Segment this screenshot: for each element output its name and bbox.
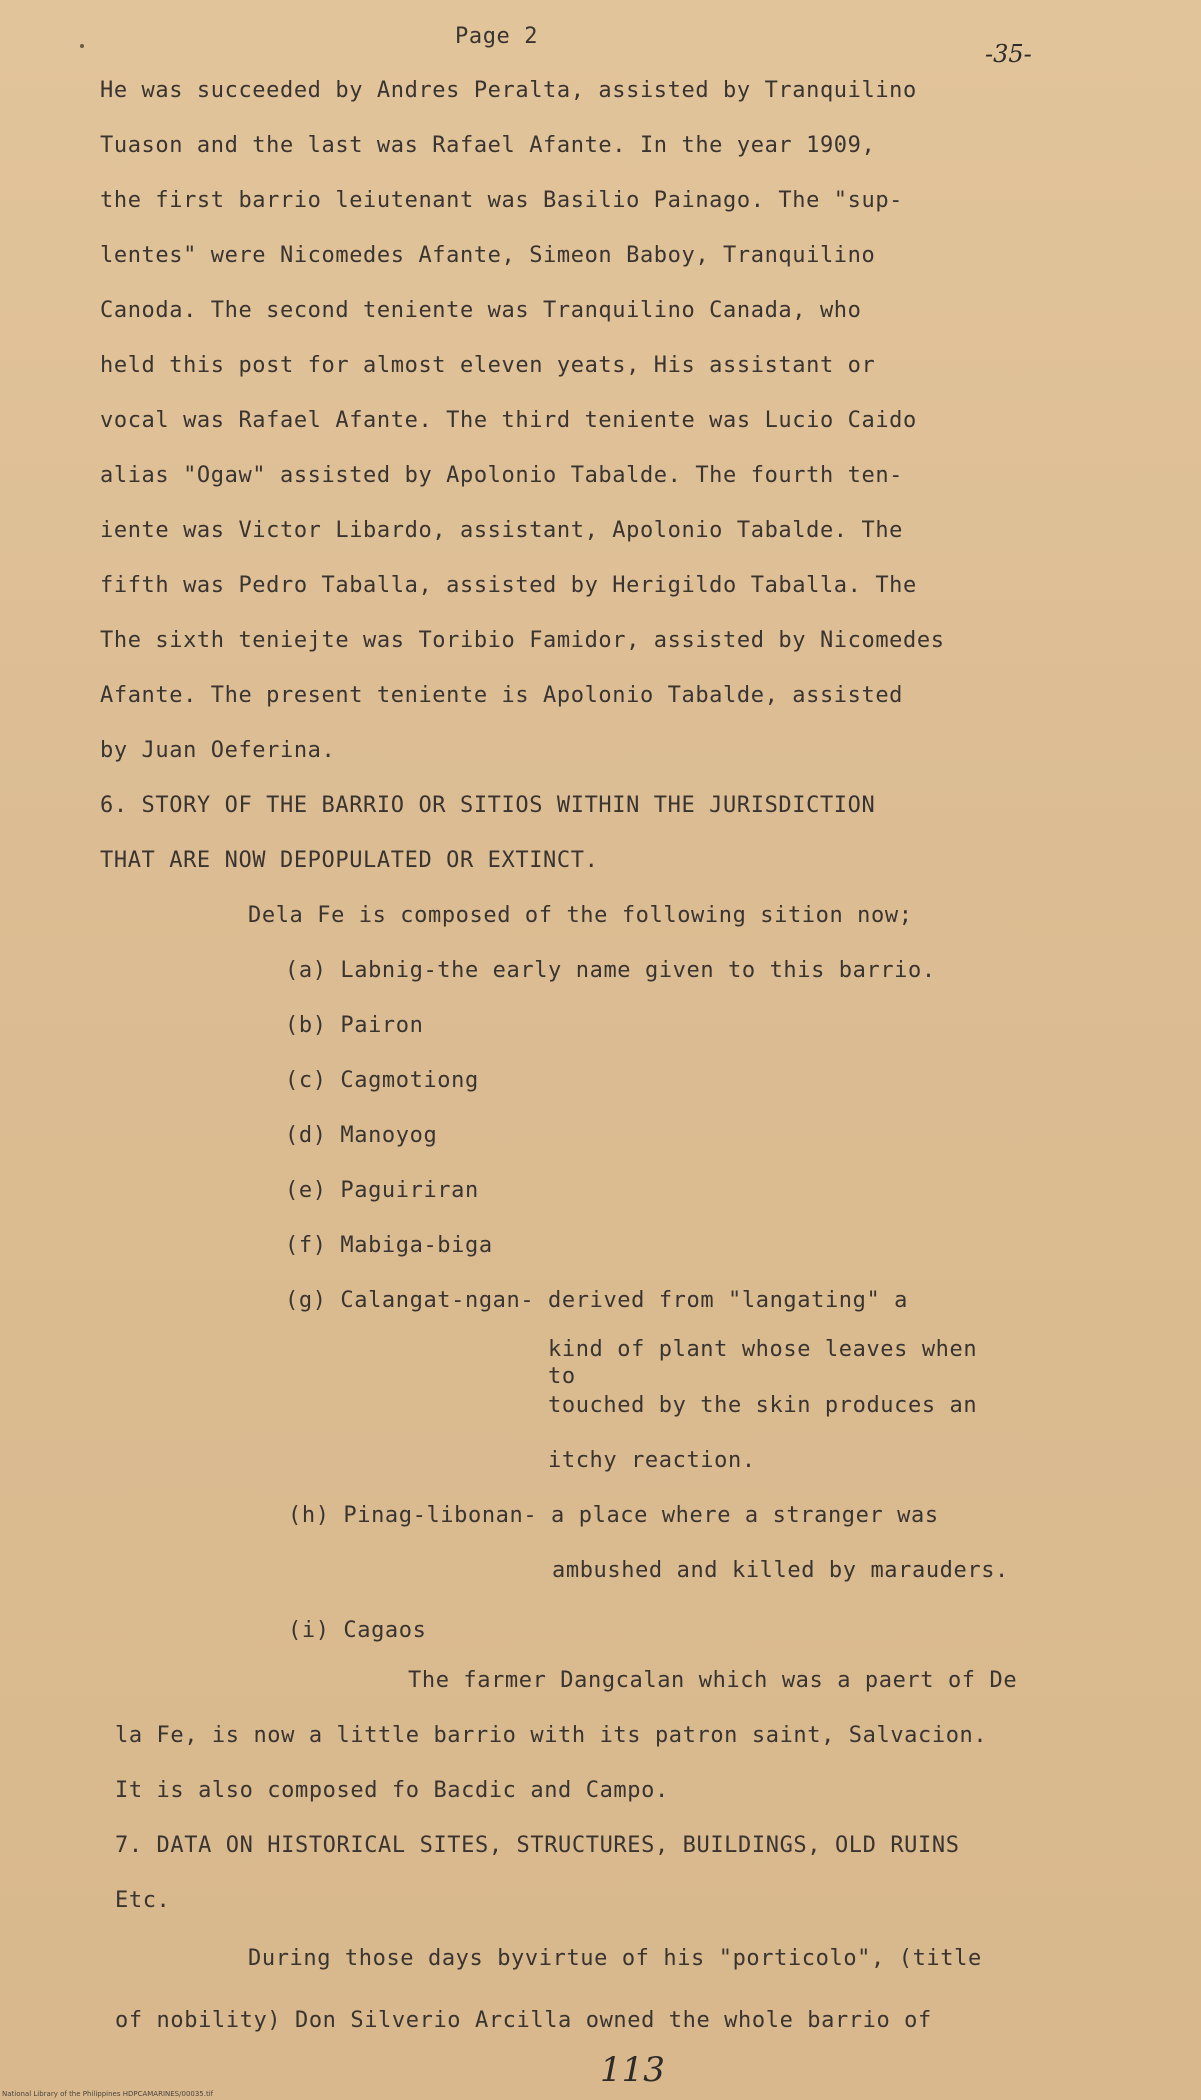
section-6-heading-cont: THAT ARE NOW DEPOPULATED OR EXTINCT. [100,848,599,873]
body-line-10: fifth was Pedro Taballa, assisted by Herigildo Taballa. The [100,573,917,598]
sitio-item-g-cont-2: to [548,1364,576,1389]
section-7-heading-cont: Etc. [115,1888,171,1913]
section-7-heading: 7. DATA ON HISTORICAL SITES, STRUCTURES, BUILDINGS, OLD RUINS [115,1833,960,1858]
body-line-12: Afante. The present teniente is Apolonio Tabalde, assisted [100,683,904,708]
sitio-item-f: (f) Mabiga-biga [285,1233,493,1258]
sitio-item-c: (c) Cagmotiong [285,1068,479,1093]
body-line-2: Tuason and the last was Rafael Afante. In the year 1909, [100,133,876,158]
sitio-item-d: (d) Manoyog [285,1123,438,1148]
dangcalan-para-line-1: The farmer Dangcalan which was a paert of De [408,1668,1018,1693]
archive-footer: National Library of the Philippines HDPCAMARINES/00035.tif [2,2090,214,2098]
sitio-item-g-cont-3: touched by the skin produces an [548,1393,978,1418]
handwritten-folio-number: 113 [600,2050,665,2090]
body-line-5: Canoda. The second teniente was Tranquilino Canada, who [100,298,862,323]
sitio-item-b: (b) Pairon [285,1013,424,1038]
sitio-item-i: (i) Cagaos [288,1618,427,1643]
sitio-item-h-cont: ambushed and killed by marauders. [552,1558,1009,1583]
section-7-para-line-2: of nobility) Don Silverio Arcilla owned the whole barrio of [115,2008,932,2033]
section-7-para-line-1: During those days byvirtue of his "porticolo", (title [248,1946,982,1971]
body-line-13: by Juan Oeferina. [100,738,336,763]
sitio-item-g: (g) Calangat-ngan- derived from "langating" a [285,1288,909,1313]
body-line-7: vocal was Rafael Afante. The third teniente was Lucio Caido [100,408,917,433]
body-line-4: lentes" were Nicomedes Afante, Simeon Baboy, Tranquilino [100,243,876,268]
body-line-3: the first barrio leiutenant was Basilio Painago. The "sup- [100,188,904,213]
sitio-item-a: (a) Labnig-the early name given to this barrio. [285,958,936,983]
body-line-1: He was succeeded by Andres Peralta, assisted by Tranquilino [100,78,917,103]
body-line-9: iente was Victor Libardo, assistant, Apolonio Tabalde. The [100,518,904,543]
sitio-item-g-cont-1: kind of plant whose leaves when [548,1337,978,1362]
sitio-item-h: (h) Pinag-libonan- a place where a stranger was [288,1503,939,1528]
sitio-item-g-cont-4: itchy reaction. [548,1448,756,1473]
dangcalan-para-line-3: It is also composed fo Bacdic and Campo. [115,1778,669,1803]
body-line-6: held this post for almost eleven yeats, His assistant or [100,353,876,378]
stain-mark [80,44,84,48]
body-line-11: The sixth teniejte was Toribio Famidor, assisted by Nicomedes [100,628,945,653]
section-6-intro: Dela Fe is composed of the following sition now; [248,903,913,928]
sitio-item-e: (e) Paguiriran [285,1178,479,1203]
dangcalan-para-line-2: la Fe, is now a little barrio with its patron saint, Salvacion. [115,1723,988,1748]
section-6-heading: 6. STORY OF THE BARRIO OR SITIOS WITHIN THE JURISDICTION [100,793,876,818]
body-line-8: alias "Ogaw" assisted by Apolonio Tabalde. The fourth ten- [100,463,904,488]
page-label: Page 2 [455,24,539,49]
handwritten-page-number: -35- [985,40,1032,68]
